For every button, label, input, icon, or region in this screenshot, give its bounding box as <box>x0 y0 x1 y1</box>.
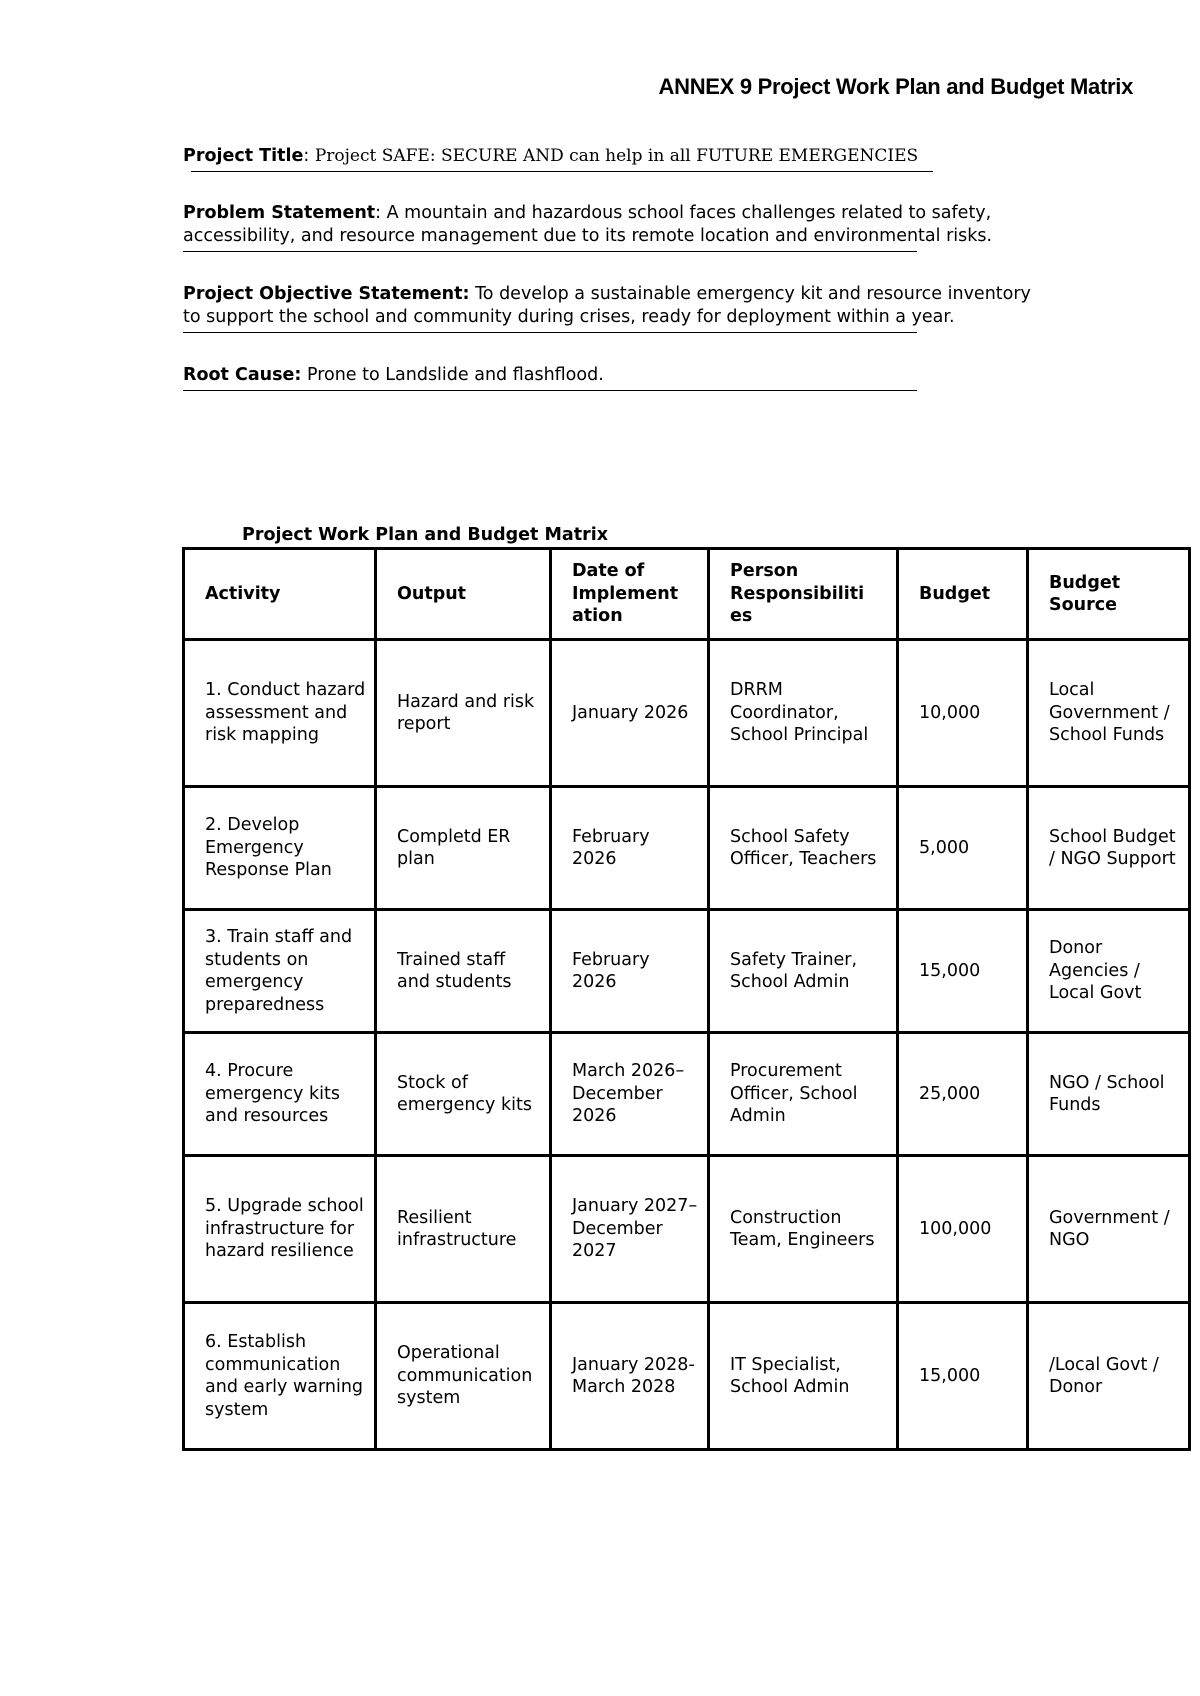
person-cell: Construction Team, Engineers <box>709 1156 898 1303</box>
table-row <box>184 1033 1190 1156</box>
objective-statement-field <box>183 283 1033 329</box>
problem-statement-field <box>183 202 1033 248</box>
date-cell: February 2026 <box>551 787 709 910</box>
date-cell: January 2026 <box>551 640 709 787</box>
person-cell: IT Specialist, School Admin <box>709 1303 898 1450</box>
table-row <box>184 787 1190 910</box>
source-cell: Government / NGO <box>1028 1156 1190 1303</box>
activity-cell: 4. Procure emergency kits and resources <box>184 1033 376 1156</box>
problem-statement-separator: : <box>375 203 387 223</box>
column-header-date: Date of Implement ation <box>551 549 709 640</box>
root-cause-label: Root Cause: <box>183 365 302 385</box>
activity-cell: 2. Develop Emergency Response Plan <box>184 787 376 910</box>
date-cell: January 2028-March 2028 <box>551 1303 709 1450</box>
source-cell: School Budget / NGO Support <box>1028 787 1190 910</box>
output-cell: Trained staff and students <box>376 910 551 1033</box>
activity-cell: 3. Train staff and students on emergency preparedness <box>184 910 376 1033</box>
date-cell: February 2026 <box>551 910 709 1033</box>
objective-statement-label: Project Objective Statement: <box>183 284 470 304</box>
column-header-budget: Budget <box>898 549 1028 640</box>
output-cell: Hazard and risk report <box>376 640 551 787</box>
date-cell: January 2027–December 2027 <box>551 1156 709 1303</box>
budget-cell: 25,000 <box>898 1033 1028 1156</box>
column-header-source: Budget Source <box>1028 549 1190 640</box>
person-cell: DRRM Coordinator, School Principal <box>709 640 898 787</box>
project-title-field <box>183 145 1033 168</box>
column-header-person: Person Responsibiliti es <box>709 549 898 640</box>
table-row <box>184 1156 1190 1303</box>
project-title-value: Project SAFE: SECURE AND can help in all FUTURE EMERGENCIES <box>314 146 919 166</box>
activity-cell: 5. Upgrade school infrastructure for hazard resilience <box>184 1156 376 1303</box>
objective-statement-value: To develop a sustainable emergency kit and resource inventory to support the school and community during crises, ready for deployment within a year. <box>183 284 1031 327</box>
matrix-caption-text: Project Work Plan and Budget Matrix <box>242 525 608 545</box>
output-cell: Completd ER plan <box>376 787 551 910</box>
column-header-output: Output <box>376 549 551 640</box>
person-cell: School Safety Officer, Teachers <box>709 787 898 910</box>
budget-cell: 5,000 <box>898 787 1028 910</box>
table-row <box>184 640 1190 787</box>
divider-line <box>183 390 917 391</box>
root-cause-value: Prone to Landslide and flashflood. <box>306 365 604 385</box>
date-cell: March 2026–December 2026 <box>551 1033 709 1156</box>
output-cell: Operational communication system <box>376 1303 551 1450</box>
root-cause-field <box>183 364 1033 387</box>
activity-cell: 6. Establish communication and early warning system <box>184 1303 376 1450</box>
source-cell: Donor Agencies / Local Govt <box>1028 910 1190 1033</box>
annex-title: ANNEX 9 Project Work Plan and Budget Matrix <box>658 74 1133 99</box>
table-header-row <box>184 549 1190 640</box>
budget-cell: 15,000 <box>898 910 1028 1033</box>
output-cell: Stock of emergency kits <box>376 1033 551 1156</box>
budget-cell: 15,000 <box>898 1303 1028 1450</box>
source-cell: Local Government / School Funds <box>1028 640 1190 787</box>
person-cell: Procurement Officer, School Admin <box>709 1033 898 1156</box>
person-cell: Safety Trainer, School Admin <box>709 910 898 1033</box>
output-cell: Resilient infrastructure <box>376 1156 551 1303</box>
activity-cell: 1. Conduct hazard assessment and risk mapping <box>184 640 376 787</box>
column-header-activity: Activity <box>184 549 376 640</box>
table-row <box>184 1303 1190 1450</box>
problem-statement-value: A mountain and hazardous school faces challenges related to safety, accessibility, and resource management due to its remote location and environmental risks. <box>183 203 993 246</box>
table-row <box>184 910 1190 1033</box>
project-title-label: Project Title <box>183 146 304 166</box>
budget-cell: 10,000 <box>898 640 1028 787</box>
source-cell: /Local Govt / Donor <box>1028 1303 1190 1450</box>
budget-cell: 100,000 <box>898 1156 1028 1303</box>
work-plan-budget-table <box>182 547 1191 1451</box>
project-title-separator: : <box>303 146 315 166</box>
problem-statement-label: Problem Statement <box>183 203 376 223</box>
matrix-caption <box>183 524 1033 546</box>
source-cell: NGO / School Funds <box>1028 1033 1190 1156</box>
project-details <box>183 145 1033 391</box>
